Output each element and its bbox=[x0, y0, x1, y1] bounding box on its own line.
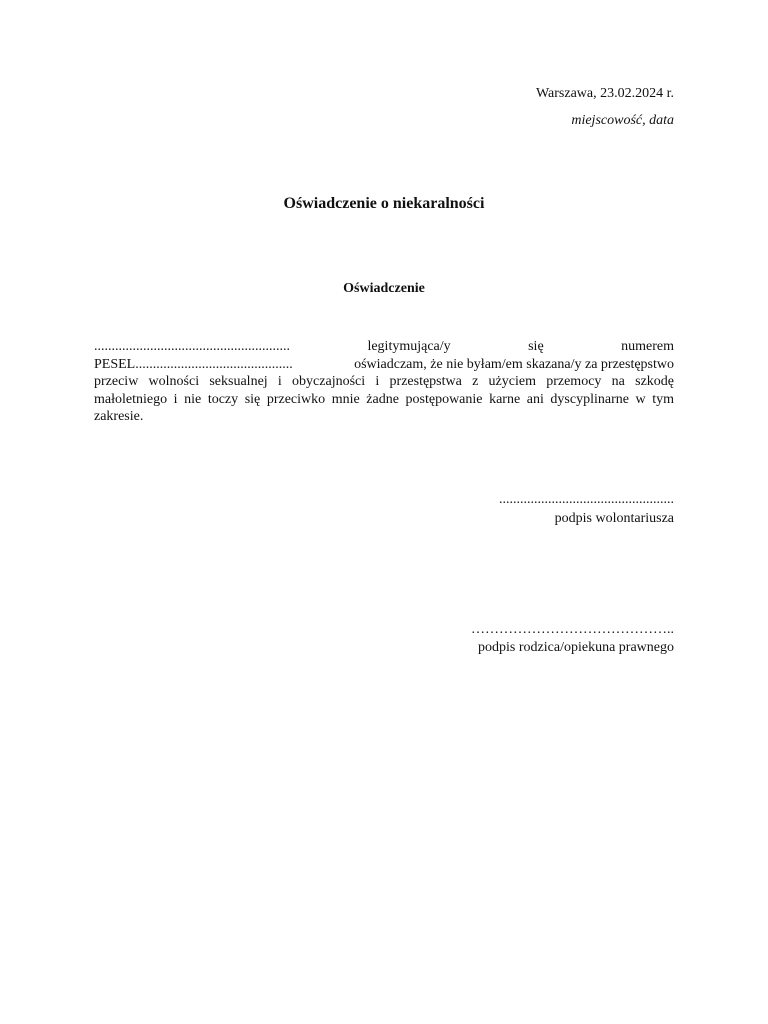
declaration-rest: przeciw wolności seksualnej i obyczajności i przestępstwa z użyciem przemocy na szkodę małoletniego i nie toczy się przeciwko mnie żadne postępowanie karne ani dyscyplinarne w tym zakresie. bbox=[94, 374, 674, 425]
declaration-word: się bbox=[528, 339, 544, 354]
declaration-text: oświadczam, że nie byłam/em skazana/y za przestępstwo bbox=[354, 356, 674, 372]
pesel-placeholder: PESEL............................................. bbox=[94, 356, 293, 372]
place-date: Warszawa, 23.02.2024 r. bbox=[535, 86, 674, 101]
declaration-word: numerem bbox=[621, 339, 674, 354]
volunteer-signature-line: .................................................. bbox=[499, 492, 674, 507]
section-title: Oświadczenie bbox=[343, 281, 425, 296]
parent-signature-label: podpis rodzica/opiekuna prawnego bbox=[478, 640, 674, 655]
declaration-word: legitymująca/y bbox=[367, 339, 451, 354]
declaration-body bbox=[94, 338, 674, 426]
volunteer-signature-label: podpis wolontariusza bbox=[554, 511, 674, 526]
parent-signature-line: …………………………………….. bbox=[471, 622, 674, 637]
place-date-caption: miejscowość, data bbox=[571, 113, 674, 128]
document-title: Oświadczenie o niekaralności bbox=[283, 195, 485, 212]
declaration-line-1 bbox=[94, 338, 674, 356]
name-placeholder-dots: ........................................................ bbox=[94, 339, 290, 354]
declaration-line-2 bbox=[94, 356, 674, 374]
